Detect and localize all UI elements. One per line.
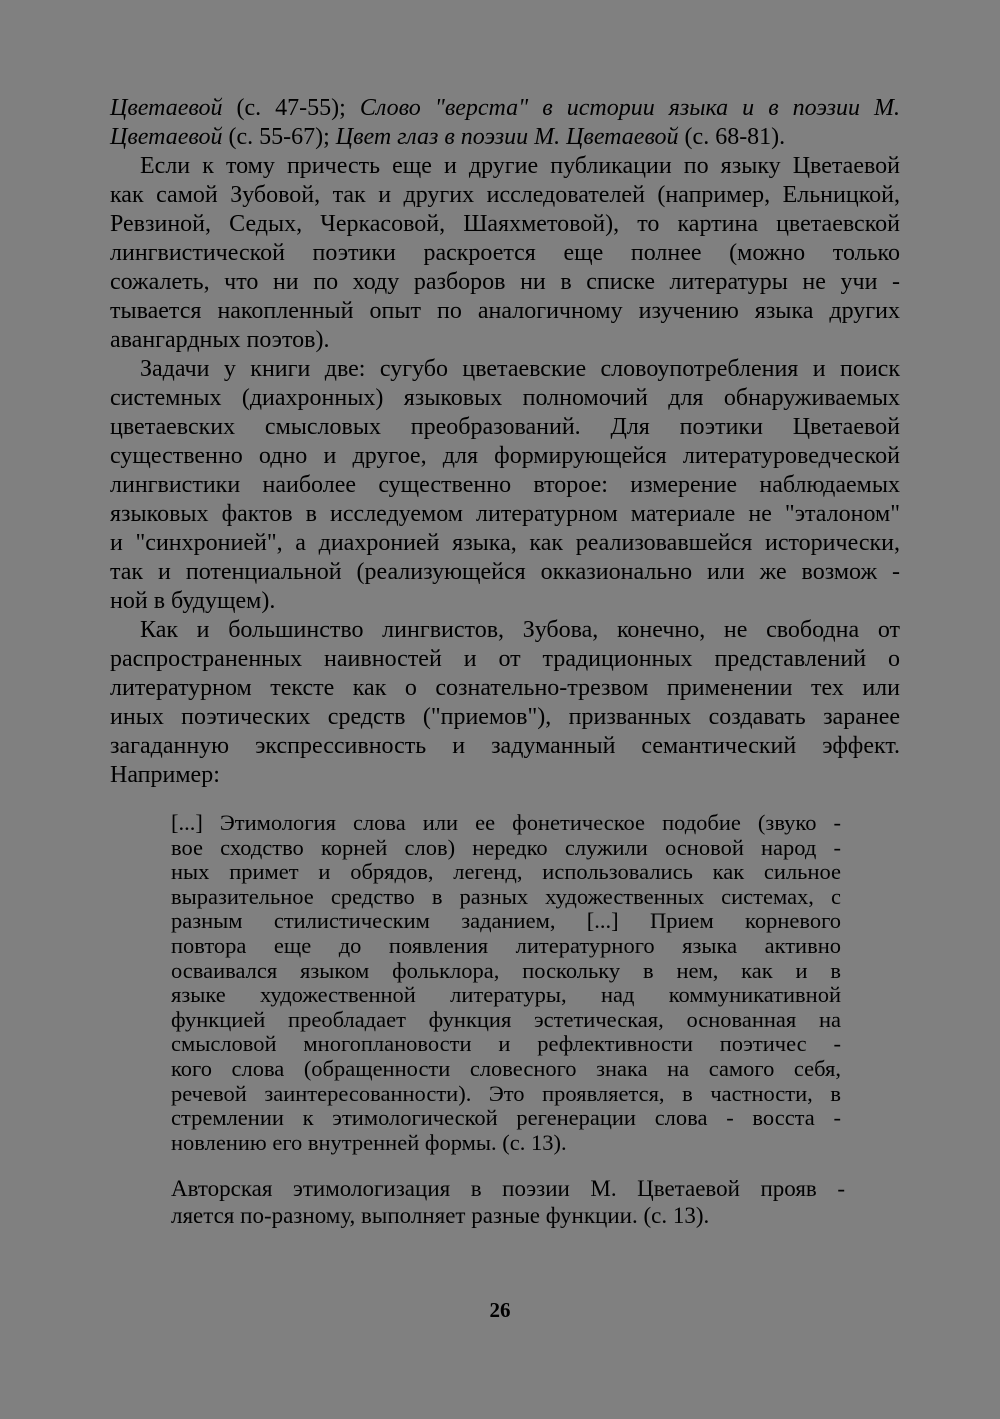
quote-line: повтора еще до появления литературного языка активно (171, 932, 841, 958)
paragraph-line: и "синхронией", а диахронией языка, как реализовавшейся исторически, (110, 530, 900, 556)
intro-line-1 (110, 94, 900, 123)
main-text (110, 94, 900, 790)
paragraph-line: языковых фактов в исследуемом литературном материале не "эталоном" (110, 501, 900, 527)
paragraph-line: Как и большинство лингвистов, Зубова, конечно, не свободна от (140, 617, 900, 643)
paragraph-line: Если к тому причесть еще и другие публикации по языку Цветаевой (140, 153, 900, 179)
paragraph-line: Ревзиной, Седых, Черкасовой, Шаяхметовой), то картина цветаевской (110, 211, 900, 237)
quote-line: выразительное средство в разных художественных системах, с (171, 883, 841, 909)
title-ref: Цветаевой (110, 124, 223, 150)
text-run: (с. 68-81). (678, 124, 786, 150)
quote-line: стремлении к этимологической регенерации слова - восста - (171, 1105, 841, 1131)
text-run: (с. 47-55); (222, 95, 360, 121)
paragraph-line: ляется по-разному, выполняет разные функции. (с. 13). (171, 1203, 710, 1228)
title-ref: Цвет глаз в поэзии М. Цветаевой (335, 124, 679, 150)
quote-line: кого слова (обращенности словесного знака на самого себя, (171, 1055, 841, 1081)
paragraph-line: ной в будущем). (110, 588, 276, 614)
block-quote (171, 811, 841, 1155)
paragraph-line: лингвистической поэтики раскроется еще полнее (можно только (110, 240, 900, 266)
quote-line: ных примет и обрядов, легенд, использовались как сильное (171, 859, 841, 885)
title-ref: Слово "верста" в истории языка и в поэзии М. (359, 95, 900, 121)
quote-line: разным стилистическим заданием, [...] Прием корневого (171, 908, 841, 934)
paragraph-2 (110, 355, 900, 616)
paragraph-line: авангардных поэтов). (110, 327, 330, 353)
paragraph-line: Авторская этимологизация в поэзии М. Цветаевой прояв - (171, 1176, 845, 1201)
page-number: 26 (489, 1298, 511, 1322)
paragraph-line: лингвистики наиболее существенно второе: измерение наблюдаемых (110, 472, 900, 498)
paragraph-3 (110, 616, 900, 790)
quote-line: новлению его внутренней формы. (с. 13). (171, 1129, 567, 1155)
paragraph-line: иных поэтических средств ("приемов"), призванных создавать заранее (110, 704, 900, 730)
paragraph-line: существенно одно и другое, для формирующейся литературоведческой (110, 443, 900, 469)
paragraph-line: как самой Зубовой, так и других исследователей (например, Ельницкой, (110, 182, 900, 208)
paragraph-line: загаданную экспрессивность и задуманный семантический эффект. (110, 733, 900, 759)
paragraph-line: Задачи у книги две: сугубо цветаевские словоупотребления и поиск (140, 356, 900, 382)
paragraph-line: Например: (110, 762, 220, 788)
quote-line: смысловой многоплановости и рефлективности поэтичес - (171, 1031, 841, 1057)
intro-line-2 (110, 123, 900, 152)
quote-line: осваивался языком фольклора, поскольку в нем, как и в (171, 957, 841, 983)
paragraph-line: системных (диахронных) языковых полномочий для обнаруживаемых (110, 385, 900, 411)
quote-line: языке художественной литературы, над коммуникативной (171, 982, 841, 1008)
paragraph-line: цветаевских смысловых преобразований. Для поэтики Цветаевой (110, 414, 900, 440)
title-ref: Цветаевой (110, 95, 223, 121)
paragraph-line: литературном тексте как о сознательно-трезвом применении тех или (110, 675, 900, 701)
quote-line: функцией преобладает функция эстетическая, основанная на (171, 1006, 841, 1032)
paragraph-line: тывается накопленный опыт по аналогичному изучению языка других (110, 298, 900, 324)
text-run: (с. 55-67); (222, 124, 336, 150)
quote-line: вое сходство корней слов) нередко служили основой народ - (171, 834, 841, 860)
paragraph-line: так и потенциальной (реализующейся окказионально или же возмож - (110, 559, 900, 585)
quote-line: речевой заинтересованности). Это проявляется, в частности, в (171, 1080, 841, 1106)
closing-paragraph (171, 1175, 845, 1229)
paragraph-line: сожалеть, что ни по ходу разборов ни в списке литературы не учи - (110, 269, 900, 295)
paragraph-line: распространенных наивностей и от традиционных представлений о (110, 646, 900, 672)
quote-line: [...] Этимология слова или ее фонетическое подобие (звуко - (171, 810, 841, 835)
paragraph-1 (110, 152, 900, 355)
